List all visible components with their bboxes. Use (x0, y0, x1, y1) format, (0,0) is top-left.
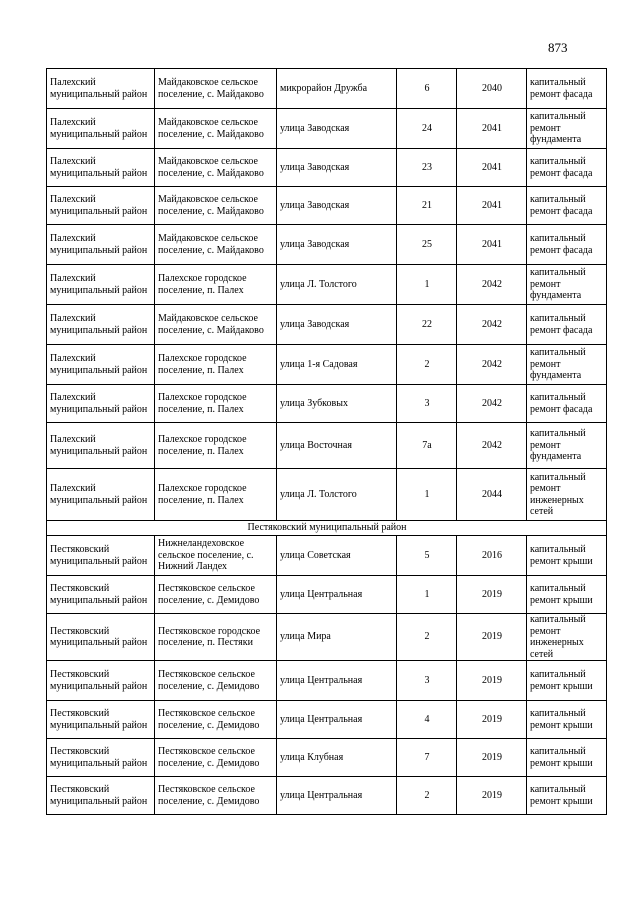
work-type-cell: капитальный ремонт инженерных сетей (527, 469, 607, 521)
house-number-cell: 3 (397, 385, 457, 423)
street-cell: улица Л. Толстого (277, 469, 397, 521)
district-cell: Пестяковский муниципальный район (47, 739, 155, 777)
street-cell: улица Заводская (277, 187, 397, 225)
work-type-cell: капитальный ремонт фундамента (527, 109, 607, 149)
house-number-cell: 1 (397, 576, 457, 614)
work-type-cell: капитальный ремонт крыши (527, 536, 607, 576)
street-cell: улица Восточная (277, 423, 397, 469)
house-number-cell: 4 (397, 701, 457, 739)
section-title: Пестяковский муниципальный район (47, 521, 607, 536)
year-cell: 2019 (457, 701, 527, 739)
work-type-cell: капитальный ремонт крыши (527, 576, 607, 614)
settlement-cell: Пестяковское сельское поселение, с. Демидово (155, 576, 277, 614)
work-type-cell: капитальный ремонт фасада (527, 225, 607, 265)
repair-schedule-table (46, 68, 607, 815)
work-type-cell: капитальный ремонт крыши (527, 701, 607, 739)
street-cell: микрорайон Дружба (277, 69, 397, 109)
year-cell: 2016 (457, 536, 527, 576)
work-type-cell: капитальный ремонт фасада (527, 149, 607, 187)
house-number-cell: 1 (397, 265, 457, 305)
settlement-cell: Палехское городское поселение, п. Палех (155, 423, 277, 469)
house-number-cell: 24 (397, 109, 457, 149)
settlement-cell: Майдаковское сельское поселение, с. Майдаково (155, 69, 277, 109)
table-row (47, 777, 607, 815)
table-row (47, 225, 607, 265)
settlement-cell: Пестяковское городское поселение, п. Пестяки (155, 614, 277, 661)
table-row (47, 385, 607, 423)
district-cell: Пестяковский муниципальный район (47, 661, 155, 701)
district-cell: Палехский муниципальный район (47, 345, 155, 385)
table-row (47, 423, 607, 469)
house-number-cell: 7 (397, 739, 457, 777)
year-cell: 2041 (457, 187, 527, 225)
house-number-cell: 2 (397, 345, 457, 385)
street-cell: улица Центральная (277, 777, 397, 815)
house-number-cell: 5 (397, 536, 457, 576)
year-cell: 2041 (457, 225, 527, 265)
table-row (47, 576, 607, 614)
district-cell: Пестяковский муниципальный район (47, 777, 155, 815)
street-cell: улица Центральная (277, 661, 397, 701)
work-type-cell: капитальный ремонт фасада (527, 385, 607, 423)
year-cell: 2042 (457, 345, 527, 385)
street-cell: улица Мира (277, 614, 397, 661)
work-type-cell: капитальный ремонт фасада (527, 187, 607, 225)
work-type-cell: капитальный ремонт крыши (527, 739, 607, 777)
table-row (47, 661, 607, 701)
table-row (47, 69, 607, 109)
house-number-cell: 7а (397, 423, 457, 469)
district-cell: Палехский муниципальный район (47, 149, 155, 187)
table-row (47, 739, 607, 777)
settlement-cell: Палехское городское поселение, п. Палех (155, 385, 277, 423)
table-row (47, 536, 607, 576)
district-cell: Палехский муниципальный район (47, 69, 155, 109)
street-cell: улица Заводская (277, 149, 397, 187)
house-number-cell: 3 (397, 661, 457, 701)
page-number: 873 (548, 40, 568, 55)
settlement-cell: Пестяковское сельское поселение, с. Демидово (155, 701, 277, 739)
street-cell: улица Заводская (277, 305, 397, 345)
settlement-cell: Майдаковское сельское поселение, с. Майдаково (155, 149, 277, 187)
year-cell: 2042 (457, 265, 527, 305)
work-type-cell: капитальный ремонт фундамента (527, 345, 607, 385)
year-cell: 2041 (457, 109, 527, 149)
year-cell: 2042 (457, 305, 527, 345)
street-cell: улица Зубковых (277, 385, 397, 423)
district-cell: Пестяковский муниципальный район (47, 576, 155, 614)
house-number-cell: 2 (397, 614, 457, 661)
work-type-cell: капитальный ремонт крыши (527, 777, 607, 815)
settlement-cell: Палехское городское поселение, п. Палех (155, 345, 277, 385)
settlement-cell: Пестяковское сельское поселение, с. Демидово (155, 739, 277, 777)
district-cell: Пестяковский муниципальный район (47, 701, 155, 739)
settlement-cell: Майдаковское сельское поселение, с. Майдаково (155, 225, 277, 265)
work-type-cell: капитальный ремонт крыши (527, 661, 607, 701)
table-row (47, 265, 607, 305)
settlement-cell: Палехское городское поселение, п. Палех (155, 265, 277, 305)
table-row (47, 109, 607, 149)
table-row (47, 469, 607, 521)
settlement-cell: Пестяковское сельское поселение, с. Демидово (155, 777, 277, 815)
street-cell: улица Л. Толстого (277, 265, 397, 305)
street-cell: улица Центральная (277, 576, 397, 614)
district-cell: Палехский муниципальный район (47, 305, 155, 345)
house-number-cell: 23 (397, 149, 457, 187)
year-cell: 2019 (457, 777, 527, 815)
house-number-cell: 25 (397, 225, 457, 265)
house-number-cell: 22 (397, 305, 457, 345)
work-type-cell: капитальный ремонт фасада (527, 69, 607, 109)
year-cell: 2042 (457, 385, 527, 423)
district-cell: Палехский муниципальный район (47, 469, 155, 521)
year-cell: 2044 (457, 469, 527, 521)
table-row (47, 345, 607, 385)
work-type-cell: капитальный ремонт фундамента (527, 423, 607, 469)
year-cell: 2042 (457, 423, 527, 469)
work-type-cell: капитальный ремонт инженерных сетей (527, 614, 607, 661)
year-cell: 2019 (457, 661, 527, 701)
street-cell: улица Клубная (277, 739, 397, 777)
settlement-cell: Майдаковское сельское поселение, с. Майдаково (155, 305, 277, 345)
table-row (47, 614, 607, 661)
settlement-cell: Нижнеландеховское сельское поселение, с. Нижний Ландех (155, 536, 277, 576)
district-cell: Палехский муниципальный район (47, 187, 155, 225)
district-cell: Палехский муниципальный район (47, 225, 155, 265)
street-cell: улица Центральная (277, 701, 397, 739)
year-cell: 2019 (457, 576, 527, 614)
district-cell: Палехский муниципальный район (47, 423, 155, 469)
district-cell: Палехский муниципальный район (47, 385, 155, 423)
year-cell: 2019 (457, 614, 527, 661)
work-type-cell: капитальный ремонт фасада (527, 305, 607, 345)
street-cell: улица Советская (277, 536, 397, 576)
house-number-cell: 21 (397, 187, 457, 225)
street-cell: улица 1-я Садовая (277, 345, 397, 385)
district-cell: Пестяковский муниципальный район (47, 536, 155, 576)
table-row (47, 701, 607, 739)
settlement-cell: Пестяковское сельское поселение, с. Демидово (155, 661, 277, 701)
district-cell: Палехский муниципальный район (47, 265, 155, 305)
settlement-cell: Майдаковское сельское поселение, с. Майдаково (155, 109, 277, 149)
table-row (47, 187, 607, 225)
house-number-cell: 1 (397, 469, 457, 521)
year-cell: 2040 (457, 69, 527, 109)
street-cell: улица Заводская (277, 109, 397, 149)
settlement-cell: Майдаковское сельское поселение, с. Майдаково (155, 187, 277, 225)
street-cell: улица Заводская (277, 225, 397, 265)
district-cell: Пестяковский муниципальный район (47, 614, 155, 661)
district-cell: Палехский муниципальный район (47, 109, 155, 149)
year-cell: 2019 (457, 739, 527, 777)
section-header-row (47, 521, 607, 536)
house-number-cell: 2 (397, 777, 457, 815)
house-number-cell: 6 (397, 69, 457, 109)
table-row (47, 305, 607, 345)
year-cell: 2041 (457, 149, 527, 187)
work-type-cell: капитальный ремонт фундамента (527, 265, 607, 305)
table-row (47, 149, 607, 187)
settlement-cell: Палехское городское поселение, п. Палех (155, 469, 277, 521)
